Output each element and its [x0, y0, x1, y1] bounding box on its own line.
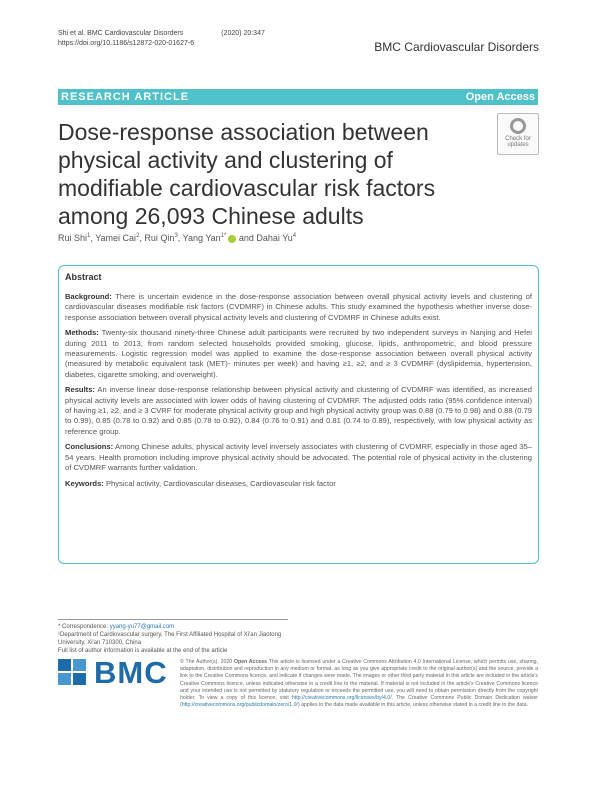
author-name[interactable]: Yamei Cai — [95, 233, 137, 243]
author-sup: 3 — [174, 233, 178, 239]
section-label: Keywords: — [65, 478, 104, 488]
footnote — [58, 619, 298, 655]
license-body: This article is licensed under a Creative Commons Attribution 4.0 International License, which permits use, sharing, adaptation, distribution and reproduction in any medium or format, as long as you give appropriate credit to the original author(s) and the source, provide a link to the Creative Commons licence, and indicate if changes were made. The images or other third party material in this article are included in the article's Creative Commons licence, unless indicated otherwise in a credit line to the material. If material is not included in the article's Creative Commons licence and your intended use is not permitted by statutory regulation or exceeds the permitted use, you will need to obtain permission directly from the copyright holder. To view a copy of this licence, visit — [180, 659, 538, 702]
year-line: (2020) 20:347 — [221, 30, 265, 37]
article-title: Dose-response association between physical activity and clustering of modifiable cardiovascular risk factors among 26,093 Chinese adults — [58, 119, 436, 229]
bmc-logo-text: BMC — [94, 655, 168, 690]
check-updates-icon — [510, 118, 526, 134]
check-for-updates-button[interactable] — [497, 113, 539, 155]
section-text: There is uncertain evidence in the dose-response association between overall physical activity levels and clustering of cardiovascular diseases modifiable risk factors (CVDMRF) in Chinese adults. This study examined the hypothesis whether inverse dose-response association between overall physical activity levels and clustering of CVDMRF in Chinese adults exist. — [65, 292, 532, 322]
affiliation-text: ¹Department of Cardiovascular surgery, The First Affiliated Hospital of Xi'an Jiaotong University, Xi'an 710300, China — [58, 632, 282, 646]
author-name[interactable]: Dahai Yu — [256, 233, 293, 243]
full-list-note: Full list of author information is available at the end of the article — [58, 648, 228, 654]
abstract-conclusions — [65, 442, 532, 473]
abstract-results — [65, 385, 532, 437]
abstract-methods — [65, 328, 532, 380]
license-body2: The Creative Commons Public Domain Dedication waiver ( — [180, 695, 538, 709]
license-prefix: © The Author(s). 2020 — [180, 659, 233, 665]
license-open-access: Open Access — [233, 659, 267, 665]
check-updates-line2: updates — [507, 142, 529, 148]
running-header — [58, 29, 265, 49]
author-sup: 2 — [136, 233, 140, 239]
section-text: An inverse linear dose-response relationship between physical activity and clustering of CVDMRF was identified, as increased physical activity levels are associated with lower odds of having clustering of CVDMRF. The adjusted odds ratio (95% confidence interval) of having ≥1, ≥2, and ≥ 3 CVRF for moderate physical activity group and high physical activity group was 0.88 (0.79 to 0.98) and 0.88 (0.79 to 0.99), 0.85 (0.78 to 0.92) and 0.85 (0.78 to 0.92), 0.84 (0.76 to 0.91) and 0.81 (0.74 to 0.89), respectively, with low physical activity as reference group. — [65, 385, 532, 436]
article-banner — [58, 89, 538, 105]
citation-line: Shi et al. BMC Cardiovascular Disorders — [58, 30, 184, 37]
section-label: Methods: — [65, 328, 99, 338]
license-link[interactable]: http://creativecommons.org/licenses/by/4.0/. — [291, 695, 394, 702]
doi-link[interactable]: https://doi.org/10.1186/s12872-020-01627-6 — [58, 40, 195, 47]
correspondence-label: * Correspondence: — [58, 624, 109, 630]
author-sup: 1* — [220, 233, 227, 239]
section-label: Background: — [65, 292, 112, 301]
license-text — [180, 659, 538, 709]
section-label: Results: — [65, 385, 95, 395]
author-sup: 1 — [87, 233, 91, 239]
abstract-background — [65, 292, 532, 323]
author-sup: 4 — [292, 233, 297, 239]
section-label: Conclusions: — [65, 442, 114, 452]
footnote-divider — [58, 619, 288, 620]
correspondence-email[interactable]: yyang-yu77@gmail.com — [109, 624, 175, 630]
abstract-heading: Abstract — [65, 272, 102, 282]
author-name[interactable]: Yang Yan — [182, 233, 221, 243]
bmc-logo-icon — [58, 659, 88, 687]
check-updates-line1: Check for — [505, 136, 531, 142]
journal-name: BMC Cardiovascular Disorders — [374, 40, 539, 54]
article-type-label: RESEARCH ARTICLE — [61, 91, 190, 103]
section-text: Twenty-six thousand ninety-three Chinese adult participants were recruited by two independent surveys in Nanjing and Hefei during 2011 to 2013, from random selected households provided smoking, glucose, lipids, anthropometric, and blood pressure measurements. Logistic regression model was applied to examine the dose-response association between overall physical activity (measured by metabolic equivalent task (MET)- minutes per week) and having ≥1, ≥2, and ≥ 3 CVDMRF (dyslipidemia, hypertension, diabetes, cigarette smoking, and overweight). — [65, 328, 532, 379]
license-link[interactable]: http://creativecommons.org/publicdomain/zero/1.0/ — [181, 702, 298, 709]
orcid-icon[interactable] — [228, 235, 236, 243]
abstract-box — [58, 265, 539, 564]
author-name[interactable]: Rui Qin — [144, 233, 175, 243]
abstract-keywords — [65, 479, 532, 489]
author-list: Rui Shi$^1$, Yamei Cai$^2$, Rui Qin$^3$, Yang Yan$^{1*}$ and Dahai Yu$^4$ — [58, 233, 297, 243]
author-name[interactable]: Rui Shi — [58, 233, 88, 243]
open-access-label: Open Access — [465, 91, 535, 103]
section-text: Among Chinese adults, physical activity level inversely associates with clustering of CVDMRF, especially in those aged 35–54 years. Health promotion including improve physical activity should be advocated. The potential role of physical activity in the clustering of CVDMRF warrants further validation. — [65, 442, 532, 473]
bmc-logo — [58, 655, 168, 691]
author-and: and — [238, 233, 254, 243]
section-text: Physical activity, Cardiovascular diseases, Cardiovascular risk factor — [105, 478, 336, 488]
license-body3: ) applies to the data made available in this article, unless otherwise stated in a credit line to the data. — [297, 702, 529, 709]
